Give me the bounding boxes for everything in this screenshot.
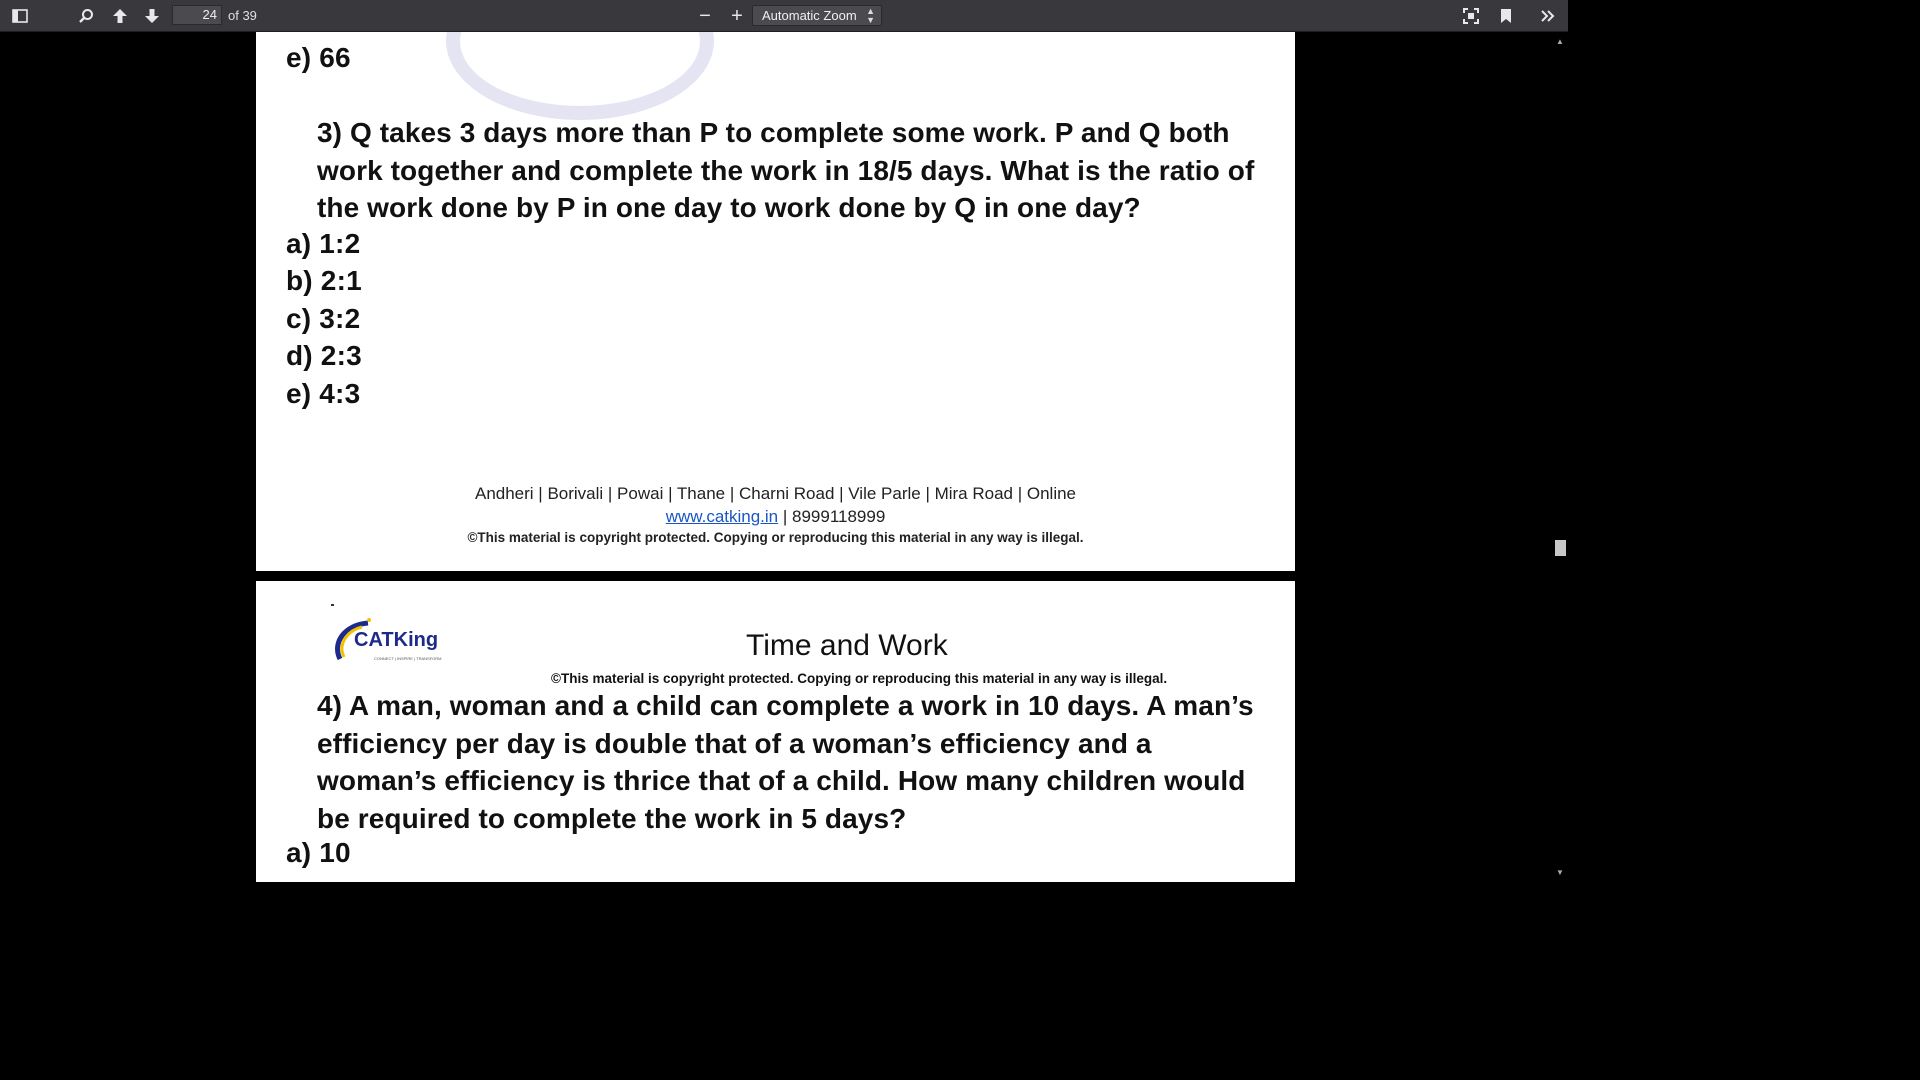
- scroll-up-icon[interactable]: ▲: [1556, 37, 1564, 46]
- tools-button[interactable]: [1536, 4, 1560, 28]
- bookmark-button[interactable]: [1494, 4, 1518, 28]
- arrow-up-icon: [112, 8, 128, 24]
- question-3: 3) Q takes 3 days more than P to complete some work. P and Q both work together and complete the work in 18/5 days. What is the ratio of the work done by P in one day to work done by Q in one day?: [317, 117, 1255, 223]
- page-total-label: of 39: [228, 8, 257, 23]
- zoom-select-value: Automatic Zoom: [762, 8, 857, 23]
- question-4: 4) A man, woman and a child can complete a work in 10 days. A man’s efficiency per day is double that of a woman’s efficiency and a woman’s efficiency is thrice that of a child. How many children would be required to complete the work in 5 days?: [317, 690, 1254, 834]
- previous-page-button[interactable]: [108, 4, 132, 28]
- zoom-out-button[interactable]: [694, 4, 716, 28]
- zoom-out-icon: −: [699, 4, 711, 27]
- scrollbar-thumb[interactable]: [1555, 540, 1566, 556]
- pdf-page-25: [256, 581, 1295, 882]
- stray-dot: [331, 604, 334, 606]
- double-chevron-right-icon: [1540, 9, 1556, 23]
- page-copyright: ©This material is copyright protected. Copying or reproducing this material in any way is illegal.: [551, 671, 1168, 686]
- footer-locations: Andheri | Borivali | Powai | Thane | Charni Road | Vile Parle | Mira Road | Online: [474, 484, 1077, 503]
- sidebar-icon: [12, 9, 28, 23]
- search-icon: [78, 8, 94, 24]
- catking-logo: [332, 615, 452, 667]
- document-viewer[interactable]: [0, 32, 1568, 882]
- pdf-page-24: [256, 32, 1295, 571]
- footer-phone: | 8999118999: [778, 507, 886, 526]
- watermark-logo: [446, 32, 714, 120]
- option-e-prev: e) 66: [286, 42, 351, 73]
- presentation-mode-button[interactable]: [1459, 4, 1483, 28]
- select-arrows-icon: ▲ ▼: [866, 6, 875, 25]
- logo-text: CATKing: [354, 629, 439, 651]
- next-page-button[interactable]: [140, 4, 164, 28]
- option-e: e) 4:3: [286, 378, 361, 409]
- vertical-scrollbar[interactable]: [1553, 32, 1568, 882]
- catking-website-link[interactable]: www.catking.in: [665, 507, 779, 526]
- bookmark-icon: [1500, 8, 1512, 24]
- pdf-toolbar: [0, 0, 1568, 32]
- option-b: b) 2:1: [286, 265, 362, 296]
- zoom-in-icon: +: [731, 4, 743, 27]
- find-button[interactable]: [74, 4, 98, 28]
- zoom-select[interactable]: [752, 5, 882, 26]
- zoom-in-button[interactable]: [726, 4, 748, 28]
- option-d: d) 2:3: [286, 340, 362, 371]
- page-number-input[interactable]: 24: [172, 5, 222, 25]
- option-a: a) 1:2: [286, 228, 361, 259]
- arrow-down-icon: [144, 8, 160, 24]
- logo-tagline: CONNECT | INSPIRE | TRANSFORM: [374, 656, 442, 661]
- page-title: Time and Work: [746, 629, 948, 662]
- option-a-q4: a) 10: [286, 837, 351, 868]
- footer-copyright: ©This material is copyright protected. Copying or reproducing this material in any way is illegal.: [467, 530, 1084, 545]
- footer-contact: [256, 507, 1295, 527]
- fullscreen-icon: [1463, 8, 1479, 24]
- scroll-down-icon[interactable]: ▼: [1556, 868, 1564, 877]
- sidebar-toggle-button[interactable]: [8, 4, 32, 28]
- option-c: c) 3:2: [286, 303, 361, 334]
